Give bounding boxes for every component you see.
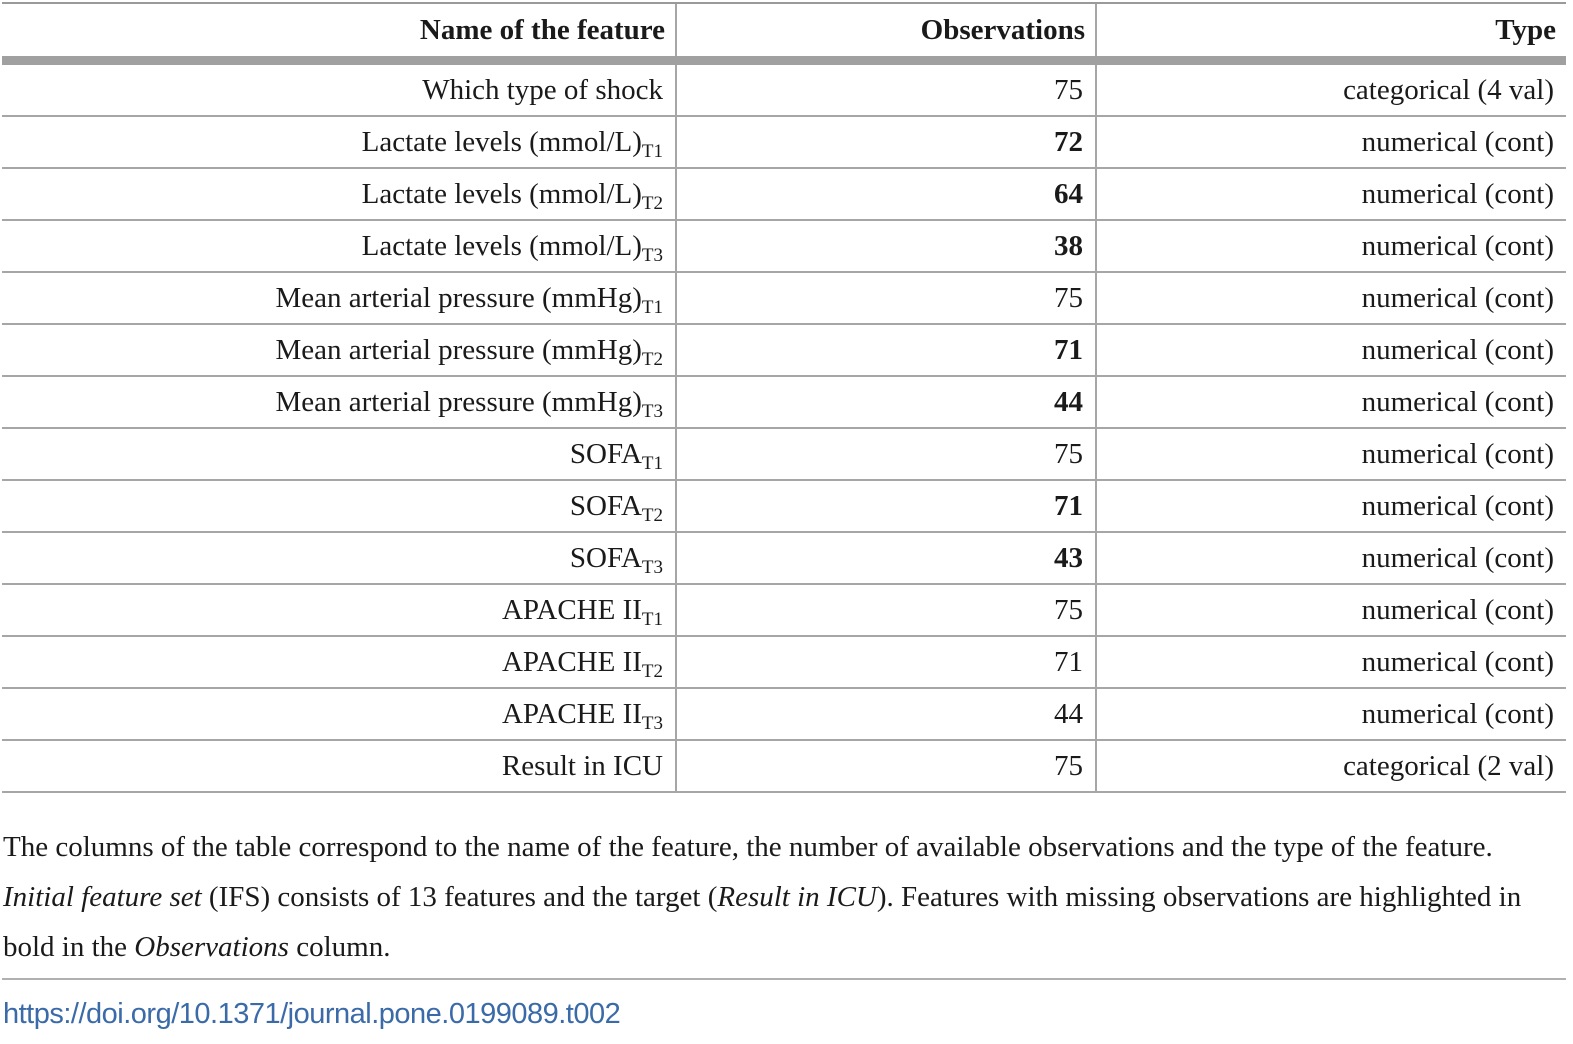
- type-cell: numerical (cont): [1096, 116, 1566, 168]
- type-cell: numerical (cont): [1096, 376, 1566, 428]
- feature-name: Result in ICU: [501, 749, 663, 782]
- time-point-subscript: T1: [641, 452, 663, 474]
- time-point-subscript: T3: [641, 712, 663, 734]
- feature-name: APACHE II: [501, 645, 642, 678]
- observations-cell: 44: [676, 688, 1096, 740]
- feature-name: Lactate levels (mmol/L): [361, 125, 642, 158]
- time-point-subscript: T3: [641, 556, 663, 578]
- table-row: [2, 220, 1566, 272]
- type-cell: categorical (4 val): [1096, 61, 1566, 117]
- table-row: [2, 376, 1566, 428]
- observations-cell: 44: [676, 376, 1096, 428]
- feature-name: SOFA: [569, 437, 642, 470]
- header-name: Name of the feature: [2, 3, 676, 61]
- observations-cell: 43: [676, 532, 1096, 584]
- table-row: [2, 480, 1566, 532]
- time-point-subscript: T1: [641, 140, 663, 162]
- observations-cell: 75: [676, 740, 1096, 792]
- table-caption: [3, 822, 1563, 972]
- type-cell: numerical (cont): [1096, 532, 1566, 584]
- table-row: [2, 636, 1566, 688]
- feature-name: APACHE II: [501, 593, 642, 626]
- table-row: [2, 61, 1566, 117]
- feature-name: Mean arterial pressure (mmHg): [275, 333, 642, 366]
- feature-name-cell: [2, 61, 676, 117]
- type-cell: numerical (cont): [1096, 636, 1566, 688]
- table-body: [2, 61, 1566, 793]
- doi-link[interactable]: https://doi.org/10.1371/journal.pone.0199089.t002: [3, 998, 621, 1030]
- type-cell: numerical (cont): [1096, 688, 1566, 740]
- feature-name-cell: [2, 220, 676, 272]
- time-point-subscript: T2: [641, 348, 663, 370]
- time-point-subscript: T3: [641, 400, 663, 422]
- table-row: [2, 584, 1566, 636]
- type-cell: numerical (cont): [1096, 428, 1566, 480]
- caption-text-4: column.: [288, 931, 391, 963]
- feature-name-cell: [2, 688, 676, 740]
- time-point-subscript: T2: [641, 660, 663, 682]
- observations-cell: 75: [676, 272, 1096, 324]
- feature-name: APACHE II: [501, 697, 642, 730]
- caption-text-1: The columns of the table correspond to the name of the feature, the number of available observations and the type of the feature.: [3, 831, 1493, 863]
- type-cell: numerical (cont): [1096, 272, 1566, 324]
- type-cell: numerical (cont): [1096, 324, 1566, 376]
- observations-cell: 64: [676, 168, 1096, 220]
- observations-cell: 71: [676, 636, 1096, 688]
- observations-cell: 72: [676, 116, 1096, 168]
- type-cell: numerical (cont): [1096, 584, 1566, 636]
- table-row: [2, 168, 1566, 220]
- feature-name: SOFA: [569, 489, 642, 522]
- caption-target: Result in ICU: [717, 881, 877, 913]
- table-row: [2, 116, 1566, 168]
- observations-cell: 75: [676, 584, 1096, 636]
- feature-name: Mean arterial pressure (mmHg): [275, 281, 642, 314]
- observations-cell: 75: [676, 61, 1096, 117]
- caption-observations: Observations: [134, 931, 289, 963]
- header-type: Type: [1096, 3, 1566, 61]
- feature-name: Lactate levels (mmol/L): [361, 177, 642, 210]
- feature-name-cell: [2, 168, 676, 220]
- time-point-subscript: T2: [641, 504, 663, 526]
- feature-name-cell: [2, 584, 676, 636]
- feature-name-cell: [2, 116, 676, 168]
- feature-name-cell: [2, 480, 676, 532]
- observations-cell: 71: [676, 480, 1096, 532]
- table-header-row: [2, 3, 1566, 61]
- time-point-subscript: T1: [641, 296, 663, 318]
- table-row: [2, 532, 1566, 584]
- header-observations: Observations: [676, 3, 1096, 61]
- type-cell: numerical (cont): [1096, 480, 1566, 532]
- feature-name-cell: [2, 324, 676, 376]
- feature-name-cell: [2, 428, 676, 480]
- caption-text-2: (IFS) consists of 13 features and the target (: [201, 881, 718, 913]
- table-row: [2, 740, 1566, 792]
- feature-name: SOFA: [569, 541, 642, 574]
- observations-cell: 75: [676, 428, 1096, 480]
- time-point-subscript: T1: [641, 608, 663, 630]
- table-row: [2, 688, 1566, 740]
- table-row: [2, 324, 1566, 376]
- feature-name: Which type of shock: [422, 73, 663, 106]
- feature-table: [2, 2, 1566, 793]
- caption-ifs: Initial feature set: [3, 881, 202, 913]
- type-cell: categorical (2 val): [1096, 740, 1566, 792]
- feature-name: Mean arterial pressure (mmHg): [275, 385, 642, 418]
- table-row: [2, 428, 1566, 480]
- time-point-subscript: T3: [641, 244, 663, 266]
- feature-name-cell: [2, 740, 676, 792]
- feature-name-cell: [2, 636, 676, 688]
- observations-cell: 71: [676, 324, 1096, 376]
- feature-table-container: [2, 2, 1566, 793]
- caption-text-3: ). Features with missing observations are highlighted in bold in the: [3, 881, 1522, 963]
- feature-name-cell: [2, 532, 676, 584]
- feature-name: Lactate levels (mmol/L): [361, 229, 642, 262]
- feature-name-cell: [2, 376, 676, 428]
- type-cell: numerical (cont): [1096, 168, 1566, 220]
- type-cell: numerical (cont): [1096, 220, 1566, 272]
- time-point-subscript: T2: [641, 192, 663, 214]
- table-row: [2, 272, 1566, 324]
- observations-cell: 38: [676, 220, 1096, 272]
- feature-name-cell: [2, 272, 676, 324]
- caption-divider: [2, 978, 1566, 980]
